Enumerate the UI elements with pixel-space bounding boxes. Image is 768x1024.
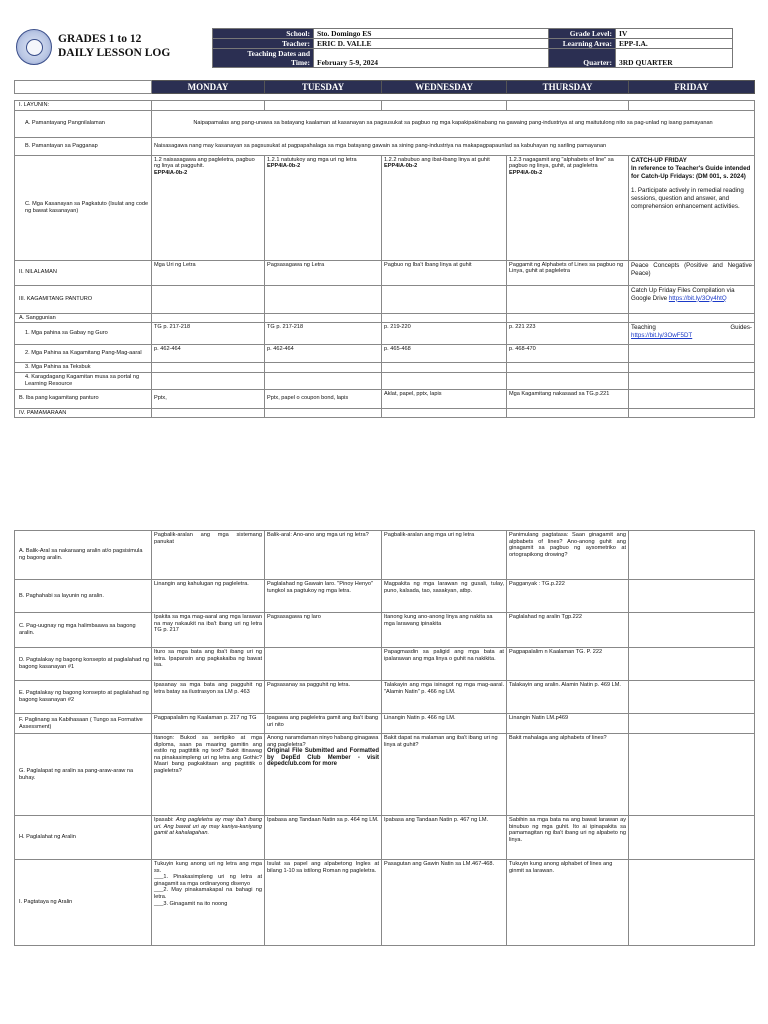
catchup-reference: In reference to Teacher's Guide intended for Catch-Up Fridays: (DM 001, s. 2024) xyxy=(631,164,751,180)
cell xyxy=(265,313,382,323)
proc-d-label: D. Pagtalakay ng bagong konsepto at paglalahad ng bagong kasanayan #1 xyxy=(15,648,152,681)
teacher-label: Teacher: xyxy=(213,39,314,49)
gabay-thursday: p. 221 223 xyxy=(507,323,629,345)
proc-e-label: E. Pagtalakay ng bagong konsepto at paglalahad ng bagong kasanayan #2 xyxy=(15,681,152,714)
proc-a-label: A. Balik-Aral sa nakaraang aralin at/o pagsisimula ng bagong aralin. xyxy=(15,531,152,580)
title-line-2: DAILY LESSON LOG xyxy=(58,47,171,59)
proc-i-monday-line-1: Tukuyin kung anong uri ng letra ang mga ss. xyxy=(154,861,262,874)
proc-e-monday: Ipasanay sa mga bata ang pagguhit ng letra batay sa ilustrasyon sa LM p. 463 xyxy=(152,681,265,714)
cell xyxy=(629,531,755,580)
iba-label: B. Iba pang kagamitang panturo xyxy=(15,389,152,408)
proc-i-wednesday: Pasagutan ang Gawin Natin sa LM.467-468. xyxy=(382,860,507,946)
cell xyxy=(152,372,265,389)
cell xyxy=(629,714,755,734)
cell xyxy=(507,363,629,373)
proc-h-wednesday: Ipabasa ang Tandaan Natin p. 467 ng LM. xyxy=(382,816,507,860)
kasanayan-tuesday-text: 1.2.1 natutukoy ang mga uri ng letra xyxy=(267,156,357,163)
proc-b-thursday: Pagganyak : TG.p.222 xyxy=(507,580,629,613)
iba-thursday: Mga Kagamitang nakasaad sa TG.p.221 xyxy=(507,389,629,408)
grade-value: IV xyxy=(616,29,733,39)
cell xyxy=(507,408,629,418)
cell xyxy=(382,313,507,323)
proc-b-tuesday: Paglalahad ng Gawain laro. "Pinoy Henyo" tungkol sa pagtukoy ng mga letra. xyxy=(265,580,382,613)
google-drive-link[interactable]: https://bit.ly/3Oy4htQ xyxy=(668,294,727,302)
teacher-value: ERIC D. VALLE xyxy=(314,39,549,49)
cell xyxy=(265,101,382,111)
day-friday: FRIDAY xyxy=(629,81,755,94)
proc-h-label: H. Paglalahat ng Aralin xyxy=(15,816,152,860)
cell xyxy=(382,101,507,111)
proc-i-thursday: Tukuyin kung anong alphabet of lines ang ginmit sa larawan. xyxy=(507,860,629,946)
proc-i-label: I. Pagtataya ng Aralin xyxy=(15,860,152,946)
proc-c-label: C. Pag-uugnay ng mga halimbaawa sa bagong aralin. xyxy=(15,613,152,648)
gabay-friday xyxy=(629,323,755,345)
cell xyxy=(629,372,755,389)
kasanayan-monday xyxy=(152,155,265,260)
teaching-guides-label: Teaching Guides- xyxy=(631,324,752,332)
catchup-item: 1. Participate actively in remedial reading sessions, question and answer, and comprehension enhancement activities. xyxy=(631,186,744,210)
kasanayan-label: C. Mga Kasanayan sa Pagkatuto (Isulat ang code ng bawat kasanayan) xyxy=(15,155,152,260)
proc-b-monday: Linangin ang kahulugan ng pagleletra. xyxy=(152,580,265,613)
proc-g-tuesday-text: Anong naramdaman ninyo habang ginagawa ang pagleletra? xyxy=(267,735,379,748)
nilalaman-friday: Peace Concepts (Positive and Negative Peace) xyxy=(629,260,755,285)
kasanayan-monday-code: EPP4IA-0b-2 xyxy=(154,169,188,176)
day-monday: MONDAY xyxy=(152,81,265,94)
teksbuk-label: 3. Mga Pahina sa Teksbuk xyxy=(15,363,152,373)
proc-g-thursday: Bakit mahalaga ang alphabets of lines? xyxy=(507,734,629,816)
proc-c-monday: Ipakita sa mga mag-aaral ang mga larawan na may nakaukit na iba't ibang uri ng letra TG p. 217 xyxy=(152,613,265,648)
kasanayan-tuesday xyxy=(265,155,382,260)
lesson-table-top xyxy=(14,100,755,418)
nilalaman-monday: Mga Uri ng Letra xyxy=(152,260,265,285)
proc-a-wednesday: Pagbalik-aralan ang mga uri ng letra xyxy=(382,531,507,580)
dates-label-line-1: Teaching Dates and xyxy=(247,49,310,58)
proc-i-monday xyxy=(152,860,265,946)
day-thursday: THURSDAY xyxy=(507,81,629,94)
kagamitan-friday xyxy=(629,285,755,313)
proc-i-monday-line-2: ___1. Pinakasimpleng uri ng letra at ginagamit sa mga ordinaryong disenyo xyxy=(154,874,262,887)
proc-h-tuesday: Ipabasa ang Tandaan Natin sa p. 464 ng LM. xyxy=(265,816,382,860)
area-label: Learning Area: xyxy=(549,39,616,49)
kasanayan-thursday xyxy=(507,155,629,260)
cell xyxy=(382,408,507,418)
pang-aaral-wednesday: p. 465-468 xyxy=(382,345,507,363)
cell xyxy=(265,363,382,373)
cell xyxy=(629,389,755,408)
cell xyxy=(507,372,629,389)
proc-i-monday-line-3: ___2. May pinakamakapal na bahagi ng letra. xyxy=(154,887,262,900)
iba-wednesday: Aklat, papel, pptx, lapis xyxy=(382,389,507,408)
karagdagang-label: 4. Karagdagang Kagamitan musa sa portal ng Learning Resource xyxy=(15,372,152,389)
cell xyxy=(265,372,382,389)
proc-d-wednesday: Papagmasdin sa paligid ang mga bata at ipalarawan ang mga linya o guhit na nakikita. xyxy=(382,648,507,681)
cell xyxy=(152,313,265,323)
proc-g-label: G. Paglalapat ng aralin sa pang-araw-araw na buhay. xyxy=(15,734,152,816)
sanggunian-label: A. Sanggunian xyxy=(15,313,152,323)
proc-f-thursday: Linangin Natin LM.p469 xyxy=(507,714,629,734)
proc-i-tuesday: Isulat sa papel ang alpabetong Ingles at bilang 1-10 sa istilong Roman ng pagleletra. xyxy=(265,860,382,946)
kasanayan-wednesday xyxy=(382,155,507,260)
proc-f-wednesday: Linangin Natin p. 466 ng LM. xyxy=(382,714,507,734)
dates-label-line-2: Time: xyxy=(290,58,310,67)
proc-h-monday-label: Ipasabi: xyxy=(154,817,174,823)
day-tuesday: TUESDAY xyxy=(265,81,382,94)
cell xyxy=(265,408,382,418)
school-value: Sto. Domingo ES xyxy=(314,29,549,39)
dates-label xyxy=(213,49,314,68)
deped-seal-icon xyxy=(16,29,52,65)
day-wednesday: WEDNESDAY xyxy=(382,81,507,94)
cell xyxy=(629,363,755,373)
proc-a-thursday: Panimulang pagtatasa: Saan ginagamit ang alpbabets of lines? Ano-anong guhit ang ginagamit sa pagbuo ng aysometriko at ortograpikong drowing? xyxy=(507,531,629,580)
cell xyxy=(507,101,629,111)
cell xyxy=(265,648,382,681)
proc-d-thursday: Pagpapalalim n Kaalaman TG. P. 222 xyxy=(507,648,629,681)
cell xyxy=(629,101,755,111)
pang-aaral-label: 2. Mga Pahina sa Kagamitang Pang-Mag-aaral xyxy=(15,345,152,363)
header xyxy=(14,28,754,72)
cell xyxy=(629,681,755,714)
cell xyxy=(152,363,265,373)
cell xyxy=(629,734,755,816)
day-header-row xyxy=(14,80,755,94)
kasanayan-thursday-code: EPP4IA-0b-2 xyxy=(509,169,543,176)
cell xyxy=(629,860,755,946)
kasanayan-monday-text: 1.2 naisasagawa ang pagleletra, pagbuo ng linya at pagguhit. xyxy=(154,156,255,170)
proc-a-tuesday: Balik-aral: Ano-ano ang mga uri ng letra? xyxy=(265,531,382,580)
kasanayan-wednesday-text: 1.2.2 nabubuo ang ibat-ibang linya at guhit xyxy=(384,156,490,163)
proc-c-thursday: Paglalahad ng aralin Tgp.222 xyxy=(507,613,629,648)
layunin-heading: I. LAYUNIN: xyxy=(15,101,152,111)
gabay-wednesday: p. 219-220 xyxy=(382,323,507,345)
proc-b-label: B. Paghahabi sa layunin ng aralin. xyxy=(15,580,152,613)
nilalaman-tuesday: Pagsasagawa ng Letra xyxy=(265,260,382,285)
cell xyxy=(629,648,755,681)
proc-c-tuesday: Pagsasagawa ng laro xyxy=(265,613,382,648)
cell xyxy=(152,408,265,418)
grade-label: Grade Level: xyxy=(549,29,616,39)
proc-e-tuesday: Pagsasanay sa pagguhit ng letra. xyxy=(265,681,382,714)
proc-f-monday: Pagpapalalim ng Kaalaman p. 217 ng TG xyxy=(152,714,265,734)
proc-f-label: F. Paglinang sa Kabihasaan ( Tungo sa Formative Assessment) xyxy=(15,714,152,734)
proc-g-tuesday xyxy=(265,734,382,816)
catchup-title: CATCH-UP FRIDAY xyxy=(631,156,687,164)
cell xyxy=(507,285,629,313)
dates-value: February 5-9, 2024 xyxy=(314,49,549,68)
info-table xyxy=(212,28,733,68)
pang-aaral-thursday: p. 468-470 xyxy=(507,345,629,363)
proc-i-monday-line-4: ___3. Ginagamit na ito noong xyxy=(154,900,228,907)
pang-aaral-tuesday: p. 462-464 xyxy=(265,345,382,363)
cell xyxy=(152,101,265,111)
cell xyxy=(382,363,507,373)
nilalaman-label: II. NILALAMAN xyxy=(15,260,152,285)
title-line-1: GRADES 1 to 12 xyxy=(58,33,142,45)
cell xyxy=(507,313,629,323)
proc-e-wednesday: Talakayin ang mga isinagot ng mga mag-aaral. "Alamin Natin" p. 466 ng LM. xyxy=(382,681,507,714)
pamantayang-text: Naipapamalas ang pang-unawa sa batayang kaalaman at kasanayan sa pagsusukat sa pagbuo ng mga kapakipakinabang na gawaing pang-industriya at ang maitutulong nito sa pag-unlad ng isang pamayanan xyxy=(152,110,755,137)
daily-lesson-log-page xyxy=(14,28,754,907)
cell xyxy=(629,613,755,648)
cell xyxy=(382,372,507,389)
pagganap-label: B. Pamantayan sa Pagganap xyxy=(15,137,152,155)
proc-h-thursday: Sabihin sa mga bata na ang bawat larawan ay binubuo ng mga guhit. Ito ai ipinapakita sa pamamagitan ng iba't ibang uri ng alpabeto ng linya. xyxy=(507,816,629,860)
pagganap-text: Naisasagawa nang may kasanayan sa pagsusukat at pagpapahalaga sa mga batayang gawain sa sining pang-industriya na makapagpapaunlad sa kabuhayan ng sariling pamayanan xyxy=(152,137,755,155)
area-value: EPP-I.A. xyxy=(616,39,733,49)
cell xyxy=(265,285,382,313)
kasanayan-tuesday-code: EPP4IA-0b-2 xyxy=(267,163,301,170)
kasanayan-thursday-text: 1.2.3 nagagamit ang "alphabets of line" sa pagbuo ng linya, guhit, at pagleletra xyxy=(509,156,614,170)
proc-h-monday xyxy=(152,816,265,860)
proc-c-wednesday: Itanong kung ano-anong linya ang nakita sa mga larawang ipinakita xyxy=(382,613,507,648)
cell xyxy=(629,580,755,613)
nilalaman-thursday: Paggamit ng Alphabets of Lines sa pagbuo ng Linya, guhit at pagleletra xyxy=(507,260,629,285)
gabay-monday: TG p. 217-218 xyxy=(152,323,265,345)
cell xyxy=(382,285,507,313)
day-header-blank xyxy=(15,81,152,94)
proc-e-thursday: Talakayin ang aralin. Alamin Natin p. 469 LM. xyxy=(507,681,629,714)
depedclub-note: Original File Submitted and Formatted by DepEd Club Member - visit depedclub.com for more xyxy=(267,748,379,768)
lesson-table-procedure xyxy=(14,530,755,946)
document-title xyxy=(58,32,170,60)
kasanayan-friday xyxy=(629,155,755,260)
cell xyxy=(629,313,755,323)
kagamitan-friday-text: Catch Up Friday Files Compilation via Google Drive xyxy=(631,286,735,302)
iba-monday: Pptx, xyxy=(152,389,265,408)
cell xyxy=(629,345,755,363)
proc-d-monday: Ituro sa mga bata ang iba't ibang uri ng letra. Ipapansin ang pagkakaiba ng bawat isa. xyxy=(152,648,265,681)
iba-tuesday: Pptx, papel o coupon bond, lapis xyxy=(265,389,382,408)
proc-h-monday-italic: Ang pagleletra ay may iba't ibang uri. Ang bawat uri ay may kaniya-kaniyang gamit at kahalagahan. xyxy=(154,817,262,837)
quarter-value: 3RD QUARTER xyxy=(616,49,733,68)
teaching-guides-link[interactable]: https://bit.ly/3OwF5DT xyxy=(631,332,693,340)
gabay-label: 1. Mga pahina sa Gabay ng Guro xyxy=(15,323,152,345)
proc-g-monday: Itanogn: Bukod sa sertipiko at mga diploma, saan pa maaring gamitin ang estilo ng pagtititik ng text? Bakit itinawag na pinakasimpleng uri ng letra ang Gothic? Maari bang pagkakitaan ang pagtititik o pagleletra? xyxy=(152,734,265,816)
proc-a-monday: Pagbalik-aralan ang mga sistemang panukat xyxy=(152,531,265,580)
quarter-label: Quarter: xyxy=(549,49,616,68)
kasanayan-wednesday-code: EPP4IA-0b-2 xyxy=(384,163,418,170)
pamantayang-label: A. Pamantayang Pangnilalaman xyxy=(15,110,152,137)
kagamitan-label: III. KAGAMITANG PANTURO xyxy=(15,285,152,313)
proc-b-wednesday: Magpakita ng mga larawan ng gusali, tulay, puno, kalsada, tao, sasakyan, atbp. xyxy=(382,580,507,613)
cell xyxy=(629,816,755,860)
proc-g-wednesday: Bakit dapat na malaman ang iba't ibang uri ng linya at guhit? xyxy=(382,734,507,816)
proc-f-tuesday: Ipagawa ang pagleletra gamit ang iba't ibang uri nito xyxy=(265,714,382,734)
school-label: School: xyxy=(213,29,314,39)
gabay-tuesday: TG p. 217-218 xyxy=(265,323,382,345)
nilalaman-wednesday: Pagbuo ng Iba't Ibang linya at guhit xyxy=(382,260,507,285)
pamamaraan-label: IV. PAMAMARAAN xyxy=(15,408,152,418)
cell xyxy=(152,285,265,313)
pang-aaral-monday: p. 462-464 xyxy=(152,345,265,363)
cell xyxy=(629,408,755,418)
